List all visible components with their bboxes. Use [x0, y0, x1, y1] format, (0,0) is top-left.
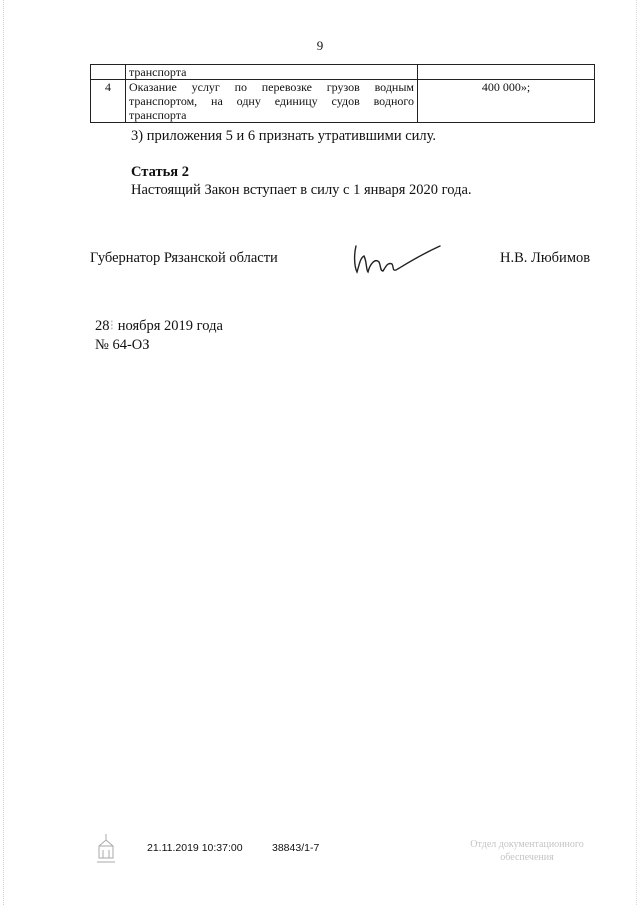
- service-name: транспорта: [126, 65, 418, 80]
- article-text: Настоящий Закон вступает в силу с 1 января 2020 года.: [131, 182, 472, 198]
- office-stamp: [452, 838, 602, 864]
- building-logo-icon: [95, 832, 117, 866]
- handwritten-signature-icon: [348, 240, 448, 280]
- governor-name: Н.В. Любимов: [500, 250, 591, 266]
- row-number: 4: [91, 80, 126, 123]
- stamp-line: Отдел документационного: [470, 839, 584, 850]
- footer-timestamp: 21.11.2019 10:37:00: [147, 842, 243, 854]
- service-name: Оказание услуг по перевозке грузов водным транспортом, на одну единицу судов водного транспорта: [126, 80, 418, 123]
- stamp-line: обеспечения: [500, 852, 554, 863]
- tariff-table: [90, 64, 595, 123]
- governor-title: Губернатор Рязанской области: [90, 250, 278, 266]
- table-row: [91, 80, 595, 123]
- table-row: [91, 65, 595, 80]
- scan-edge-left: [3, 0, 6, 905]
- article-heading: Статья 2: [131, 164, 189, 180]
- date-day: 28: [95, 318, 110, 334]
- service-value: [418, 65, 595, 80]
- service-value: 400 000»;: [418, 80, 595, 123]
- page-number: 9: [316, 38, 324, 53]
- footer-reg-number: 38843/1-7: [272, 842, 320, 854]
- item-3-text: 3) приложения 5 и 6 признать утратившими силу.: [131, 128, 437, 144]
- signing-date: 28⁝ ноября 2019 года: [95, 318, 223, 334]
- scan-edge-right: [634, 0, 637, 905]
- date-month-year: ноября 2019 года: [117, 318, 223, 334]
- row-number: [91, 65, 126, 80]
- law-number: № 64-ОЗ: [95, 337, 150, 353]
